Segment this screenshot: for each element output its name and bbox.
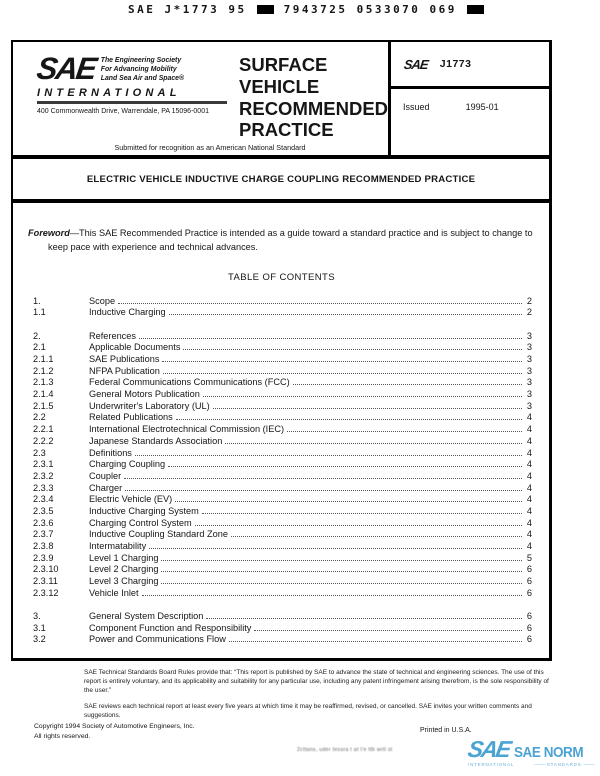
toc-dot-leader xyxy=(125,490,522,491)
toc-entry-number: 2.3.8 xyxy=(33,541,54,552)
toc-entry-page: 4 xyxy=(526,482,532,493)
toc-entry-number: 1. xyxy=(33,295,41,306)
toc-entry-number: 2.1 xyxy=(33,342,46,353)
toc-entry xyxy=(28,436,535,448)
toc-entry-title: Definitions xyxy=(89,447,132,458)
toc-entry-title: Applicable Documents xyxy=(89,342,181,353)
toc-entry-title: Underwriter's Laboratory (UL) xyxy=(89,400,210,411)
toc-dot-leader xyxy=(118,303,522,304)
toc-dot-leader xyxy=(202,513,522,514)
issued-label: Issued xyxy=(403,102,430,112)
toc-entry-title: Charging Control System xyxy=(89,517,192,528)
logo-divider xyxy=(37,101,227,104)
toc-entry xyxy=(28,529,535,541)
toc-entry-title: Coupler xyxy=(89,470,122,481)
toc-entry xyxy=(28,506,535,518)
toc-dot-leader xyxy=(176,419,522,420)
toc-entry-number: 2.3.1 xyxy=(33,459,54,470)
toc-entry-page: 4 xyxy=(526,494,532,505)
toc-entry-title: SAE Publications xyxy=(89,354,160,365)
toc-list xyxy=(28,296,535,646)
toc-entry xyxy=(28,354,535,366)
toc-entry-page: 2 xyxy=(526,307,532,318)
toc-entry-number: 2.2 xyxy=(33,412,46,423)
note-rules: SAE Technical Standards Board Rules provide that: “This report is published by SAE to advance the state of technical and engineering sciences. The use of this report is entirely voluntary, and its applicability and suitability for any particular use, including any patent infringement arising therefrom, is the sole responsibility of the user.” xyxy=(84,669,549,695)
toc-dot-leader xyxy=(149,548,522,549)
toc-heading: TABLE OF CONTENTS xyxy=(228,271,335,283)
toc-entry-title: References xyxy=(89,330,136,341)
toc-entry xyxy=(28,494,535,506)
toc-entry-title: International Electrotechnical Commission (IEC) xyxy=(89,424,285,435)
toc-entry-page: 4 xyxy=(526,424,532,435)
toc-dot-leader xyxy=(225,443,522,444)
sae-norm-logo-icon: SAE xyxy=(465,736,512,762)
toc-entry-page: 4 xyxy=(526,517,532,528)
toc-entry-title: Electric Vehicle (EV) xyxy=(89,494,173,505)
toc-entry-page: 6 xyxy=(526,610,532,621)
toc-entry-title: Level 3 Charging xyxy=(89,576,159,587)
document-type-title: SURFACE VEHICLE RECOMMENDED PRACTICE xyxy=(239,54,389,141)
toc-entry-number: 3.1 xyxy=(33,622,46,633)
toc-entry-title: Intermatability xyxy=(89,541,147,552)
toc-entry xyxy=(28,611,535,623)
toc-entry-page: 2 xyxy=(526,295,532,306)
toc-entry-page: 6 xyxy=(526,622,532,633)
toc-entry xyxy=(28,459,535,471)
toc-entry-number: 2.3.3 xyxy=(33,482,54,493)
toc-entry-number: 2.3.2 xyxy=(33,470,54,481)
toc-dot-leader xyxy=(195,525,522,526)
toc-dot-leader xyxy=(163,373,522,374)
barcode-digits: 7943725 0533070 069 xyxy=(283,3,457,16)
document-body xyxy=(13,203,549,646)
toc-entry xyxy=(28,342,535,354)
copyright-block: Copyright 1994 Society of Automotive Engineers, Inc. All rights reserved. xyxy=(34,723,195,741)
sae-norm-watermark xyxy=(465,736,596,767)
doc-id-code: SAE J*1773 95 xyxy=(128,3,247,16)
toc-entry-title: Level 2 Charging xyxy=(89,564,159,575)
toc-entry-title: Scope xyxy=(89,295,116,306)
toc-entry-number: 2.2.1 xyxy=(33,424,54,435)
toc-dot-leader xyxy=(229,641,522,642)
sae-norm-name: SAE NORM xyxy=(514,743,584,761)
toc-entry-title: Power and Communications Flow xyxy=(89,634,226,645)
toc-entry-number: 1.1 xyxy=(33,307,46,318)
toc-dot-leader xyxy=(142,595,522,596)
toc-entry-title: Vehicle Inlet xyxy=(89,587,139,598)
ansi-submission-note: Submitted for recognition as an American National Standard xyxy=(114,143,306,152)
filled-box-mark-icon xyxy=(257,5,274,14)
toc-entry-page: 3 xyxy=(526,377,532,388)
toc-entry xyxy=(28,483,535,495)
toc-entry xyxy=(28,518,535,530)
watermark-standards-label: ——— STANDARDS ——— xyxy=(532,762,596,767)
toc-entry-page: 5 xyxy=(526,552,532,563)
toc-entry-number: 3. xyxy=(33,610,41,621)
standards-board-notes xyxy=(84,668,549,720)
toc-entry-number: 2.2.2 xyxy=(33,435,54,446)
toc-dot-leader xyxy=(161,560,522,561)
toc-dot-leader xyxy=(135,455,522,456)
toc-dot-leader xyxy=(206,618,522,619)
toc-entry-title: Inductive Charging xyxy=(89,307,166,318)
toc-entry xyxy=(28,576,535,588)
sae-tagline: The Engineering Society For Advancing Mobility Land Sea Air and Space® xyxy=(100,57,185,82)
note-review: SAE reviews each technical report at least every five years at which time it may be reaffirmed, revised, or cancelled. SAE invites your written comments and suggestions. xyxy=(84,703,532,720)
sae-mini-logo: SAE xyxy=(402,56,429,72)
toc-entry-title: Related Publications xyxy=(89,412,173,423)
toc-entry xyxy=(28,553,535,565)
toc-entry-title: Component Function and Responsibility xyxy=(89,622,252,633)
toc-entry-title: General Motors Publication xyxy=(89,389,200,400)
toc-dot-leader xyxy=(203,396,522,397)
document-frame xyxy=(11,40,552,661)
scan-code-line xyxy=(128,3,484,16)
toc-entry-number: 2.1.2 xyxy=(33,365,54,376)
toc-entry-page: 4 xyxy=(526,470,532,481)
toc-entry-page: 3 xyxy=(526,365,532,376)
toc-entry-number: 2.1.5 xyxy=(33,400,54,411)
toc-entry xyxy=(28,412,535,424)
toc-dot-leader xyxy=(231,536,522,537)
toc-entry xyxy=(28,623,535,635)
toc-entry-title: Inductive Charging System xyxy=(89,505,199,516)
toc-dot-leader xyxy=(213,408,522,409)
toc-dot-leader xyxy=(254,630,522,631)
toc-entry-page: 6 xyxy=(526,564,532,575)
sae-logo: SAE xyxy=(34,51,98,86)
document-number: J1773 xyxy=(439,58,472,70)
toc-entry-number: 2. xyxy=(33,330,41,341)
toc-entry xyxy=(28,307,535,319)
illegible-fine-print: 2cttans, uder tessra t at t'e ttb wrtl st xyxy=(297,747,393,753)
toc-entry-page: 6 xyxy=(526,576,532,587)
toc-dot-leader xyxy=(287,431,522,432)
toc-section-gap xyxy=(28,599,535,611)
toc-entry xyxy=(28,331,535,343)
toc-entry-page: 3 xyxy=(526,400,532,411)
toc-dot-leader xyxy=(175,501,522,502)
toc-dot-leader xyxy=(169,314,522,315)
toc-section-gap xyxy=(28,319,535,331)
toc-entry-page: 4 xyxy=(526,447,532,458)
toc-entry-number: 2.3 xyxy=(33,447,46,458)
toc-entry-title: Inductive Coupling Standard Zone xyxy=(89,529,228,540)
toc-entry-number: 2.3.4 xyxy=(33,494,54,505)
toc-entry-title: Japanese Standards Association xyxy=(89,435,223,446)
toc-entry-number: 2.3.9 xyxy=(33,552,54,563)
toc-entry-title: Federal Communications Communications (FCC) xyxy=(89,377,290,388)
toc-entry xyxy=(28,564,535,576)
toc-entry xyxy=(28,471,535,483)
toc-entry xyxy=(28,541,535,553)
toc-entry-number: 2.1.4 xyxy=(33,389,54,400)
toc-entry-number: 2.1.3 xyxy=(33,377,54,388)
toc-dot-leader xyxy=(139,338,522,339)
toc-entry-page: 6 xyxy=(526,587,532,598)
toc-entry-page: 3 xyxy=(526,342,532,353)
toc-entry-page: 4 xyxy=(526,505,532,516)
foreword-paragraph xyxy=(28,227,553,255)
toc-dot-leader xyxy=(124,478,522,479)
toc-entry-number: 2.3.7 xyxy=(33,529,54,540)
filled-box-mark-icon xyxy=(467,5,484,14)
toc-entry xyxy=(28,424,535,436)
toc-entry-number: 2.3.5 xyxy=(33,505,54,516)
document-header xyxy=(13,42,549,159)
document-number-box xyxy=(388,42,549,155)
toc-entry-title: Level 1 Charging xyxy=(89,552,159,563)
toc-entry-number: 2.1.1 xyxy=(33,354,54,365)
issued-date: 1995-01 xyxy=(465,102,499,112)
toc-entry-page: 4 xyxy=(526,529,532,540)
toc-entry xyxy=(28,634,535,646)
document-title: ELECTRIC VEHICLE INDUCTIVE CHARGE COUPLING RECOMMENDED PRACTICE xyxy=(13,159,549,203)
toc-entry-title: Charger xyxy=(89,482,123,493)
toc-entry-number: 2.3.6 xyxy=(33,517,54,528)
toc-entry-page: 4 xyxy=(526,435,532,446)
toc-entry-number: 3.2 xyxy=(33,634,46,645)
sae-international-label: INTERNATIONAL xyxy=(37,86,181,99)
toc-dot-leader xyxy=(168,466,522,467)
foreword-label: Foreword xyxy=(28,228,70,239)
toc-entry-page: 3 xyxy=(526,330,532,341)
publisher-logo-block xyxy=(13,42,225,155)
toc-entry-number: 2.3.10 xyxy=(33,564,59,575)
toc-entry-page: 4 xyxy=(526,459,532,470)
toc-entry-page: 3 xyxy=(526,354,532,365)
toc-entry-page: 3 xyxy=(526,389,532,400)
toc-entry-number: 2.3.11 xyxy=(33,576,58,587)
toc-entry xyxy=(28,389,535,401)
toc-entry xyxy=(28,588,535,600)
printed-in-usa: Printed in U.S.A. xyxy=(420,727,472,734)
toc-entry xyxy=(28,401,535,413)
toc-entry xyxy=(28,377,535,389)
watermark-international-label: INTERNATIONAL xyxy=(468,761,515,767)
toc-entry xyxy=(28,448,535,460)
publisher-address: 400 Commonwealth Drive, Warrendale, PA 15096-0001 xyxy=(37,107,209,115)
toc-dot-leader xyxy=(161,583,522,584)
toc-entry-number: 2.3.12 xyxy=(33,587,59,598)
toc-entry xyxy=(28,296,535,308)
toc-dot-leader xyxy=(293,384,522,385)
toc-entry-title: Charging Coupling xyxy=(89,459,166,470)
toc-entry-title: NFPA Publication xyxy=(89,365,160,376)
toc-entry-page: 4 xyxy=(526,541,532,552)
toc-dot-leader xyxy=(162,361,522,362)
toc-entry-page: 4 xyxy=(526,412,532,423)
foreword-text: —This SAE Recommended Practice is intended as a guide toward a standard practice and is subject to change to keep pace with experience and technical advances. xyxy=(48,228,533,252)
toc-entry-page: 6 xyxy=(526,634,532,645)
toc-dot-leader xyxy=(161,571,522,572)
toc-entry xyxy=(28,366,535,378)
toc-entry-title: General System Description xyxy=(89,610,204,621)
toc-dot-leader xyxy=(183,349,522,350)
